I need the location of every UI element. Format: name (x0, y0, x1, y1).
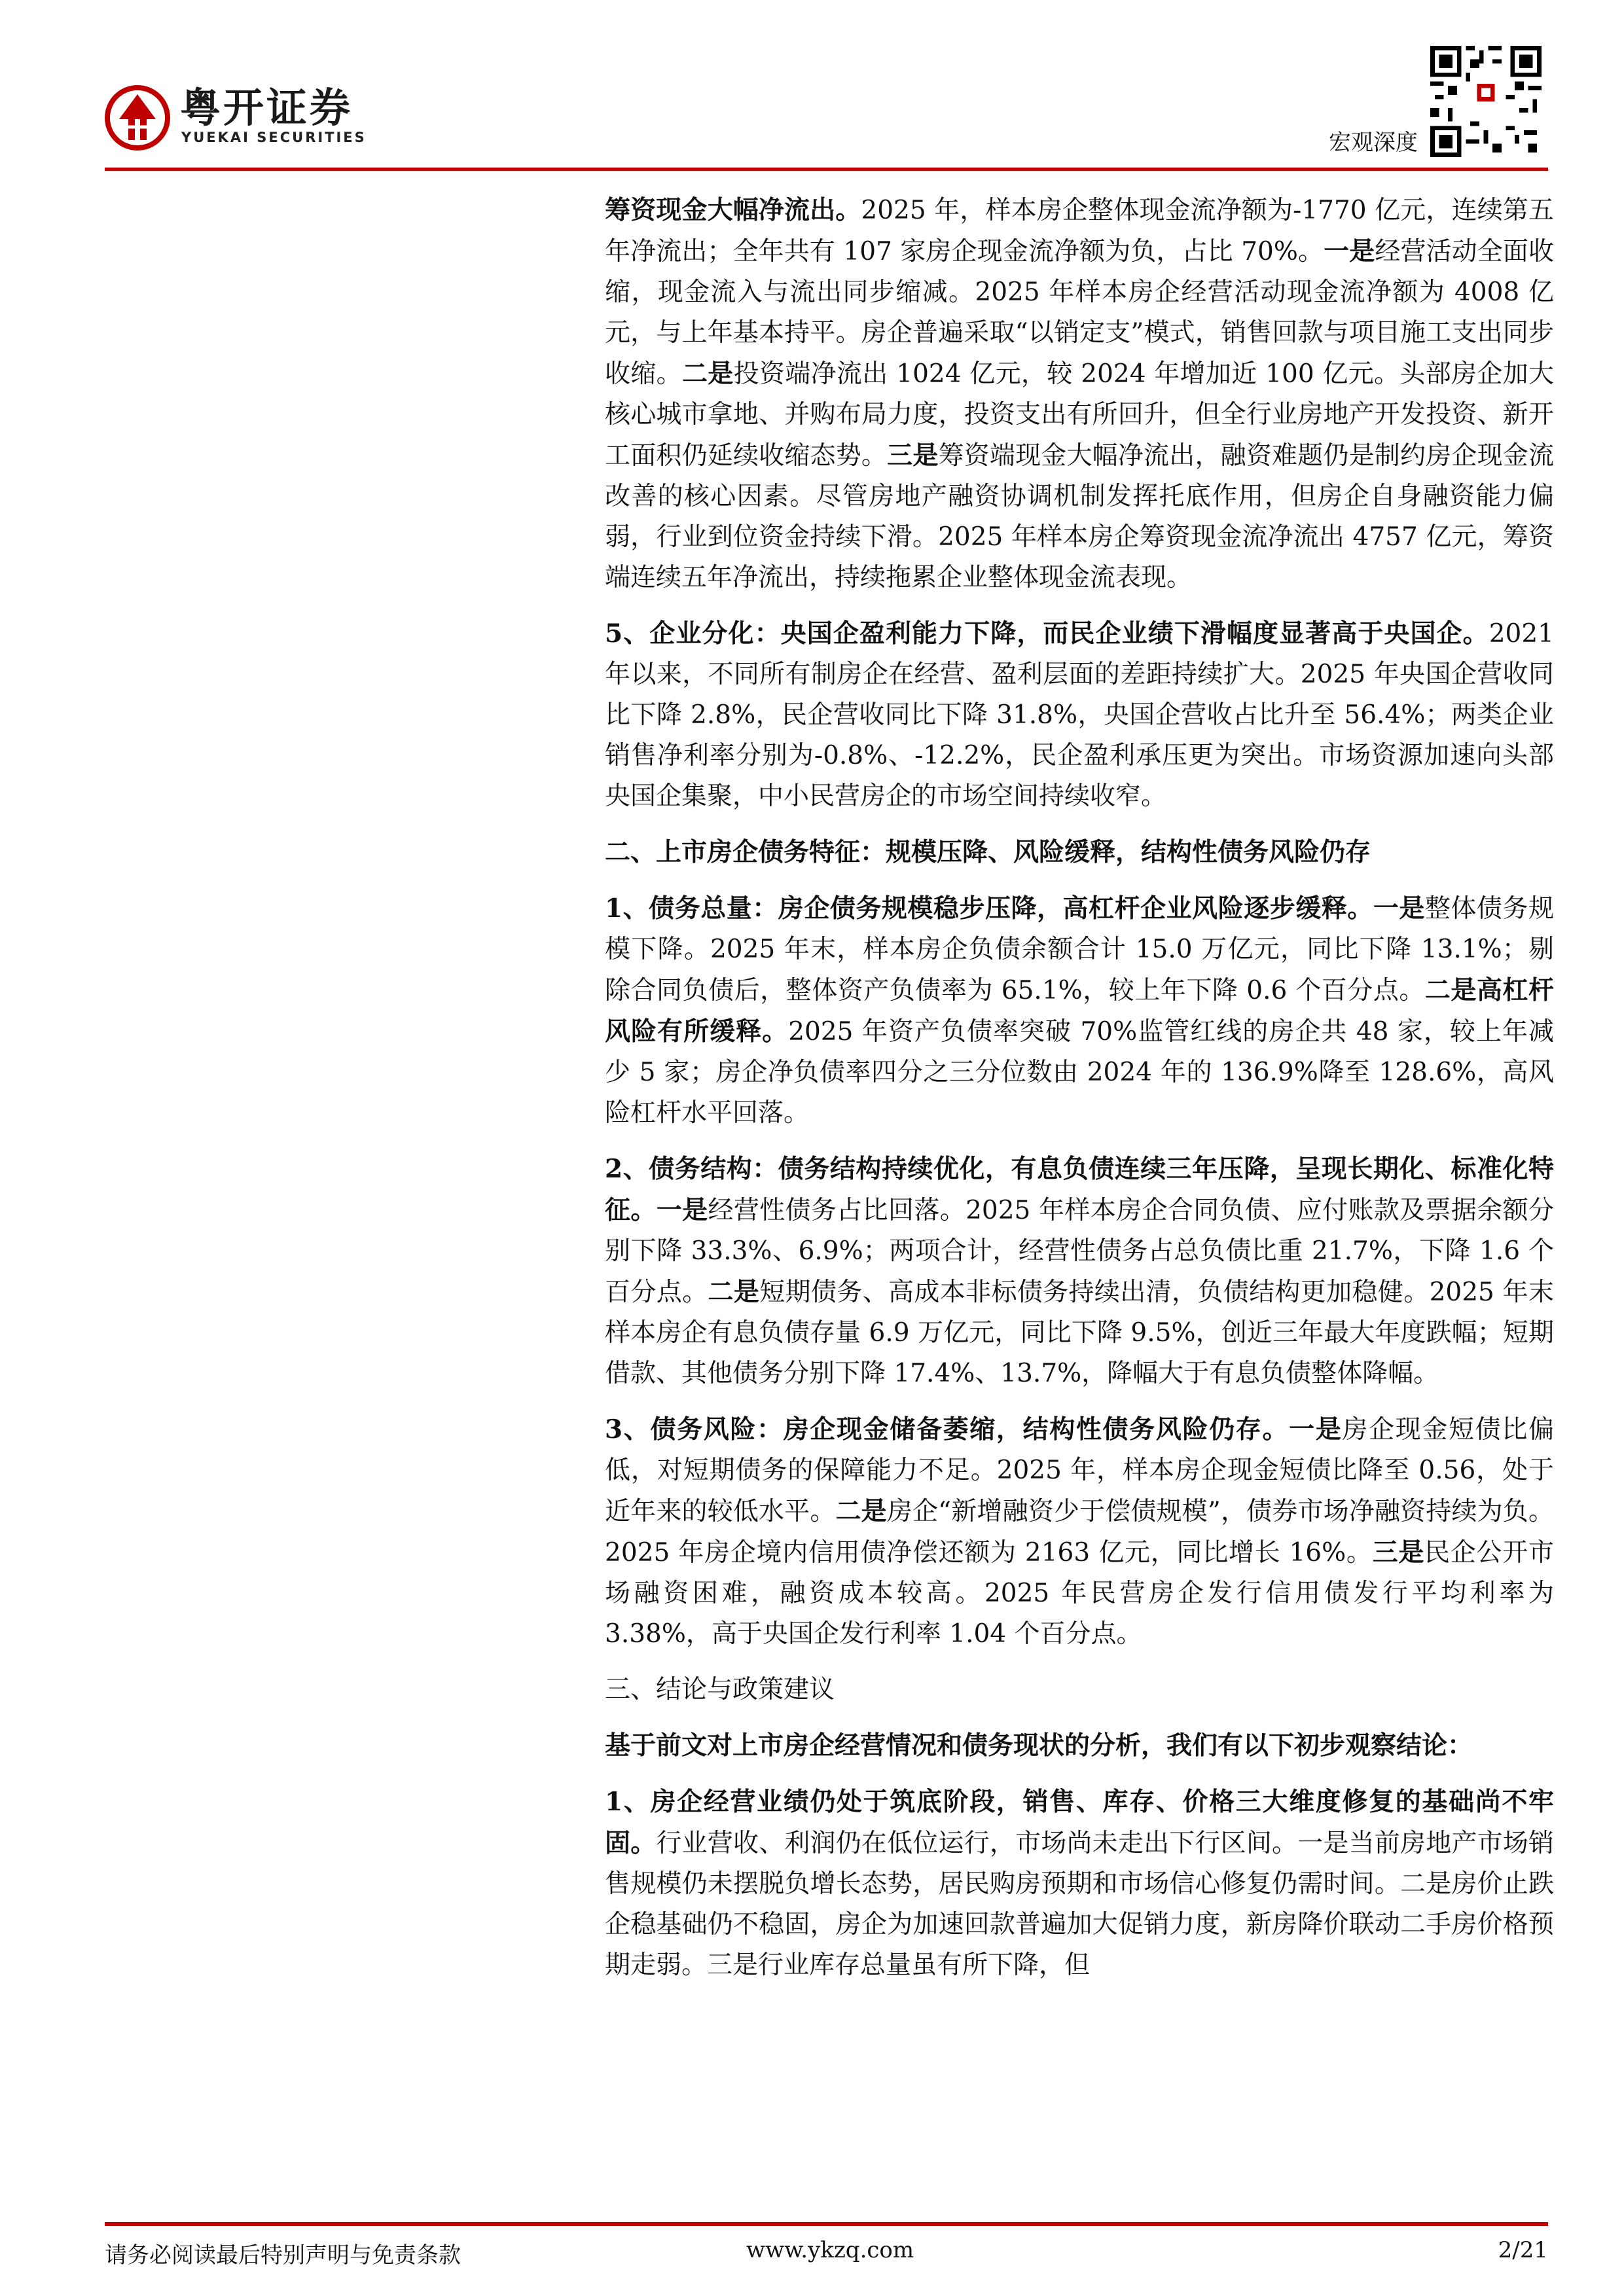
report-body (605, 190, 1554, 2001)
bold-text-run: 一是 (1324, 236, 1375, 266)
qr-code-icon (1430, 46, 1542, 157)
logo-english-name: YUEKAI SECURITIES (181, 130, 367, 145)
yuekai-logo-icon (105, 85, 170, 151)
text-run: 整体债务规模下降。2025 年末，样本房企负债余额合计 15.0 万亿元，同比下降 13.1%；剔除合同负债后，整体资产负债率为 65.1%，较上年下降 0.6 个百分点。 (605, 894, 1554, 1005)
text-run: 2025 年资产负债率突破 70%监管红线的房企共 48 家，较上年减少 5 家；房企净负债率四分之三分位数由 2024 年的 136.9%降至 128.6%，高风险杠杆水平回落。 (605, 1017, 1554, 1128)
text-run: 行业营收、利润仍在低位运行，市场尚未走出下行区间。一是当前房地产市场销售规模仍未摆脱负增长态势，居民购房预期和市场信心修复仍需时间。二是房价止跌企稳基础仍不稳固，房企为加速回款普遍加大促销力度，新房降价联动二手房价格预期走弱。三是行业库存总量虽有所下降，但 (605, 1829, 1554, 1980)
text-run: 三、结论与政策建议 (605, 1675, 835, 1704)
bold-text-run: 二是高杠杆风险有所缓释。 (605, 975, 1554, 1047)
paragraph (605, 1782, 1554, 1986)
text-run: 房企“新增融资少于偿债规模”，债券市场净融资持续为负。2025 年房企境内信用债净偿还额为 2163 亿元，同比增长 16%。 (605, 1497, 1554, 1568)
footer-disclaimer: 请务必阅读最后特别声明与免责条款 (105, 2242, 461, 2269)
text-run: 经营性债务占比回落。2025 年样本房企合同负债、应付账款及票据余额分别下降 33.3%、6.9%；两项合计，经营性债务占总负债比重 21.7%，下降 1.6 个百分点。 (605, 1196, 1554, 1307)
text-run: 短期债务、高成本非标债务持续出清，负债结构更加稳健。2025 年末样本房企有息负债存量 6.9 万亿元，同比下降 9.5%，创近三年最大年度跌幅；短期借款、其他债务分别下降 17.4%、13.7%，降幅大于有息负债整体降幅。 (605, 1278, 1554, 1388)
bold-text-run: 二是 (681, 359, 734, 389)
paragraph (605, 888, 1554, 1134)
header-divider (105, 168, 1548, 171)
logo-chinese-name: 粤开证券 (180, 84, 353, 132)
bold-text-run: 三是 (1372, 1537, 1425, 1568)
bold-text-run: 基于前文对上市房企经营情况和债务现状的分析，我们有以下初步观察结论： (605, 1731, 1473, 1761)
text-run: 筹资端现金大幅净流出，融资难题仍是制约房企现金流改善的核心因素。尽管房地产融资协调机制发挥托底作用，但房企自身融资能力偏弱，行业到位资金持续下滑。2025 年样本房企筹资现金流净流出 4757 亿元，筹资端连续五年净流出，持续拖累企业整体现金流表现。 (605, 441, 1554, 592)
bold-text-run: 5、企业分化：央国企盈利能力下降，而民企业绩下滑幅度显著高于央国企。 (605, 619, 1489, 649)
bold-text-run: 三是 (887, 440, 939, 471)
bold-text-run: 一是 (656, 1195, 708, 1225)
bold-text-run: 1、房企经营业绩仍处于筑底阶段，销售、库存、价格三大维度修复的基础尚不牢固。 (605, 1787, 1554, 1858)
bold-text-run: 3、债务风险：房企现金储备萎缩，结构性债务风险仍存。 (605, 1414, 1290, 1444)
page-number: 2/21 (1498, 2237, 1548, 2263)
paragraph (605, 613, 1554, 817)
paragraph (605, 832, 1554, 873)
paragraph (605, 1409, 1554, 1655)
page-header (0, 0, 1624, 177)
text-run: 房企现金短债比偏低，对短期债务的保障能力不足。2025 年，样本房企现金短债比降至 0.56，处于近年来的较低水平。 (605, 1415, 1554, 1526)
text-run: 2025 年，样本房企整体现金流净额为-1770 亿元，连续第五年净流出；全年共有 107 家房企现金流净额为负，占比 70%。 (605, 196, 1554, 266)
paragraph (605, 1725, 1554, 1767)
paragraph (605, 190, 1554, 598)
bold-text-run: 筹资现金大幅净流出。 (605, 195, 861, 225)
bold-text-run: 二是 (708, 1277, 760, 1307)
company-logo (105, 85, 393, 151)
paragraph (605, 1670, 1554, 1710)
text-run: 民企公开市场融资困难，融资成本较高。2025 年民营房企发行信用债发行平均利率为 3.38%，高于央国企发行利率 1.04 个百分点。 (605, 1538, 1554, 1649)
bold-text-run: 二是 (835, 1496, 887, 1526)
bold-text-run: 1、债务总量：房企债务规模稳步压降，高杠杆企业风险逐步缓释。 (605, 893, 1373, 924)
footer-divider (105, 2222, 1548, 2226)
text-run: 2021 年以来，不同所有制房企在经营、盈利层面的差距持续扩大。2025 年央国企营收同比下降 2.8%，民企营收同比下降 31.8%，央国企营收占比升至 56.4%；两类企业销售净利率分别为-0.8%、-12.2%，民企盈利承压更为突出。市场资源加速向头部央国企集聚，中小民营房企的市场空间持续收窄。 (605, 619, 1554, 811)
bold-text-run: 2、债务结构：债务结构持续优化，有息负债连续三年压降，呈现长期化、标准化特征。 (605, 1154, 1554, 1225)
bold-text-run: 一是 (1289, 1414, 1343, 1444)
paragraph (605, 1149, 1554, 1394)
bold-text-run: 一是 (1373, 893, 1425, 924)
report-type-label: 宏观深度 (1329, 130, 1418, 156)
bold-text-run: 二、上市房企债务特征：规模压降、风险缓释，结构性债务风险仍存 (605, 837, 1371, 867)
footer-website: www.ykzq.com (746, 2237, 914, 2263)
text-run: 经营活动全面收缩，现金流入与流出同步缩减。2025 年样本房企经营活动现金流净额为 4008 亿元，与上年基本持平。房企普遍采取“以销定支”模式，销售回款与项目施工支出同步收缩。 (605, 237, 1554, 389)
text-run: 投资端净流出 1024 亿元，较 2024 年增加近 100 亿元。头部房企加大核心城市拿地、并购布局力度，投资支出有所回升，但全行业房地产开发投资、新开工面积仍延续收缩态势。 (605, 359, 1554, 471)
